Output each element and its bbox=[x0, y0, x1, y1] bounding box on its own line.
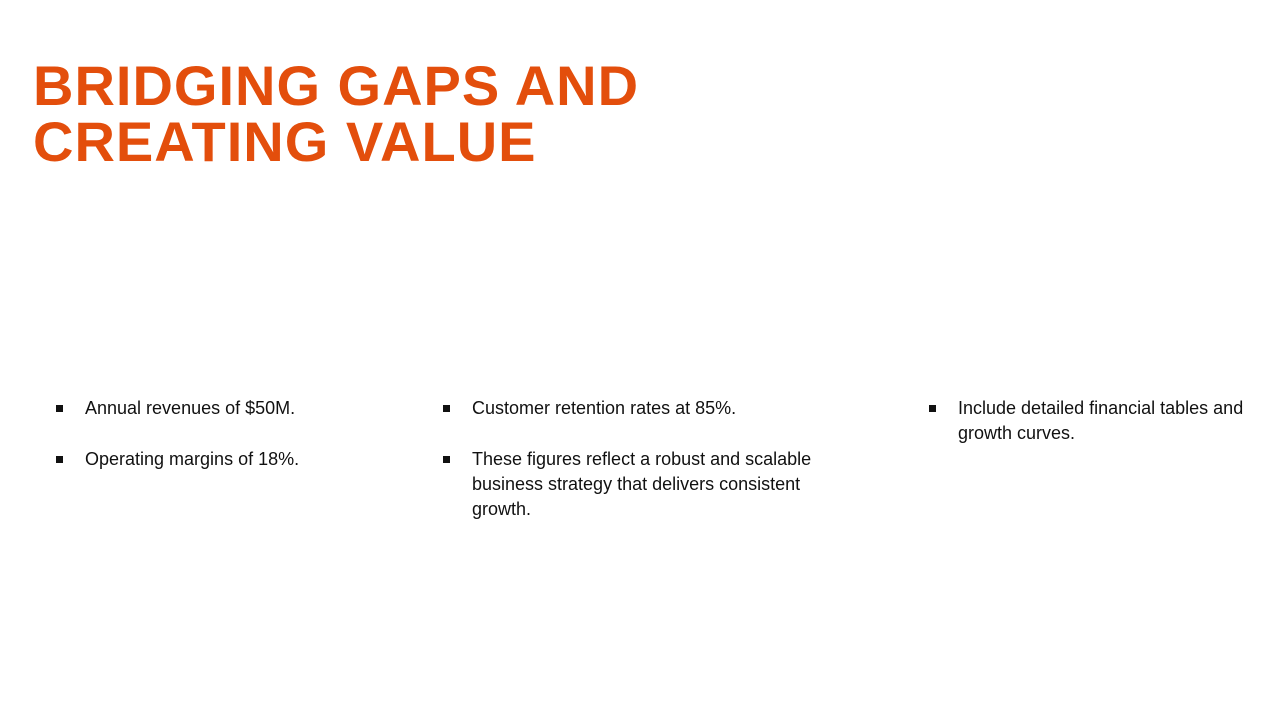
bullet-text: Operating margins of 18%. bbox=[85, 449, 300, 469]
title-line-2: CREATING VALUE bbox=[33, 110, 537, 173]
square-bullet-icon bbox=[56, 456, 63, 463]
square-bullet-icon bbox=[929, 405, 936, 412]
bullet-text: These figures reflect a robust and scalable business strategy that delivers consistent growth. bbox=[472, 449, 812, 519]
bullet-text: Annual revenues of $50M. bbox=[85, 398, 296, 418]
square-bullet-icon bbox=[443, 456, 450, 463]
bullet-item bbox=[929, 396, 1259, 446]
square-bullet-icon bbox=[56, 405, 63, 412]
bullet-column-2 bbox=[443, 396, 843, 548]
bullet-item bbox=[56, 447, 386, 472]
square-bullet-icon bbox=[443, 405, 450, 412]
bullet-text: Include detailed financial tables and growth curves. bbox=[958, 398, 1244, 443]
title-line-1: BRIDGING GAPS AND bbox=[33, 54, 640, 117]
bullet-item bbox=[443, 447, 843, 522]
bullet-text: Customer retention rates at 85%. bbox=[472, 398, 737, 418]
bullet-column-3 bbox=[929, 396, 1259, 472]
bullet-column-1 bbox=[56, 396, 386, 498]
bullet-item bbox=[56, 396, 386, 421]
bullet-item bbox=[443, 396, 843, 421]
slide-title bbox=[33, 54, 640, 173]
